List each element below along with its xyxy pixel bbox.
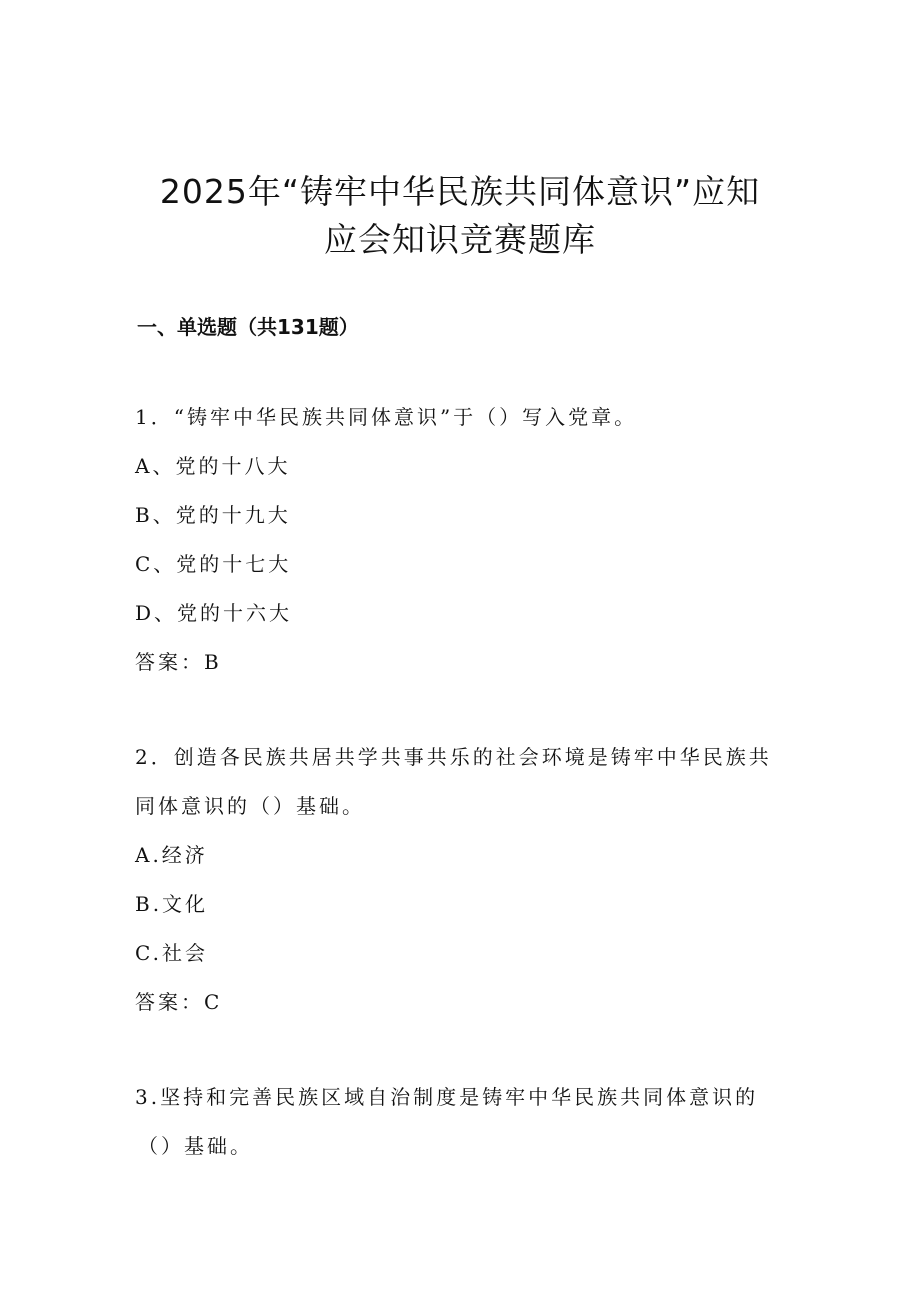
question-2-answer: 答案：C [135,990,223,1014]
question-1-option-d: D、党的十六大 [135,601,293,625]
question-2-option-a: A.经济 [135,843,208,867]
question-1-option-a: A、党的十八大 [135,454,291,478]
document-title-line-2: 应会知识竞赛题库 [324,220,596,259]
question-1-option-c: C、党的十七大 [135,552,292,576]
document-title-line-1: 2025年“铸牢中华民族共同体意识”应知 [159,172,761,211]
question-1-stem: 1．“铸牢中华民族共同体意识”于（）写入党章。 [135,405,638,429]
question-2-stem-line-2: 同体意识的（）基础。 [135,794,365,818]
question-1-answer: 答案：B [135,650,222,674]
question-2-option-c: C.社会 [135,941,208,965]
question-2-option-b: B.文化 [135,892,209,916]
question-3-stem-line-2: （）基础。 [138,1134,253,1158]
question-1-option-b: B、党的十九大 [135,503,291,527]
question-2-stem-line-1: 2．创造各民族共居共学共事共乐的社会环境是铸牢中华民族共 [135,745,772,769]
section-heading: 一、单选题（共131题） [137,315,359,339]
question-3-stem-line-1: 3.坚持和完善民族区域自治制度是铸牢中华民族共同体意识的 [135,1085,759,1109]
